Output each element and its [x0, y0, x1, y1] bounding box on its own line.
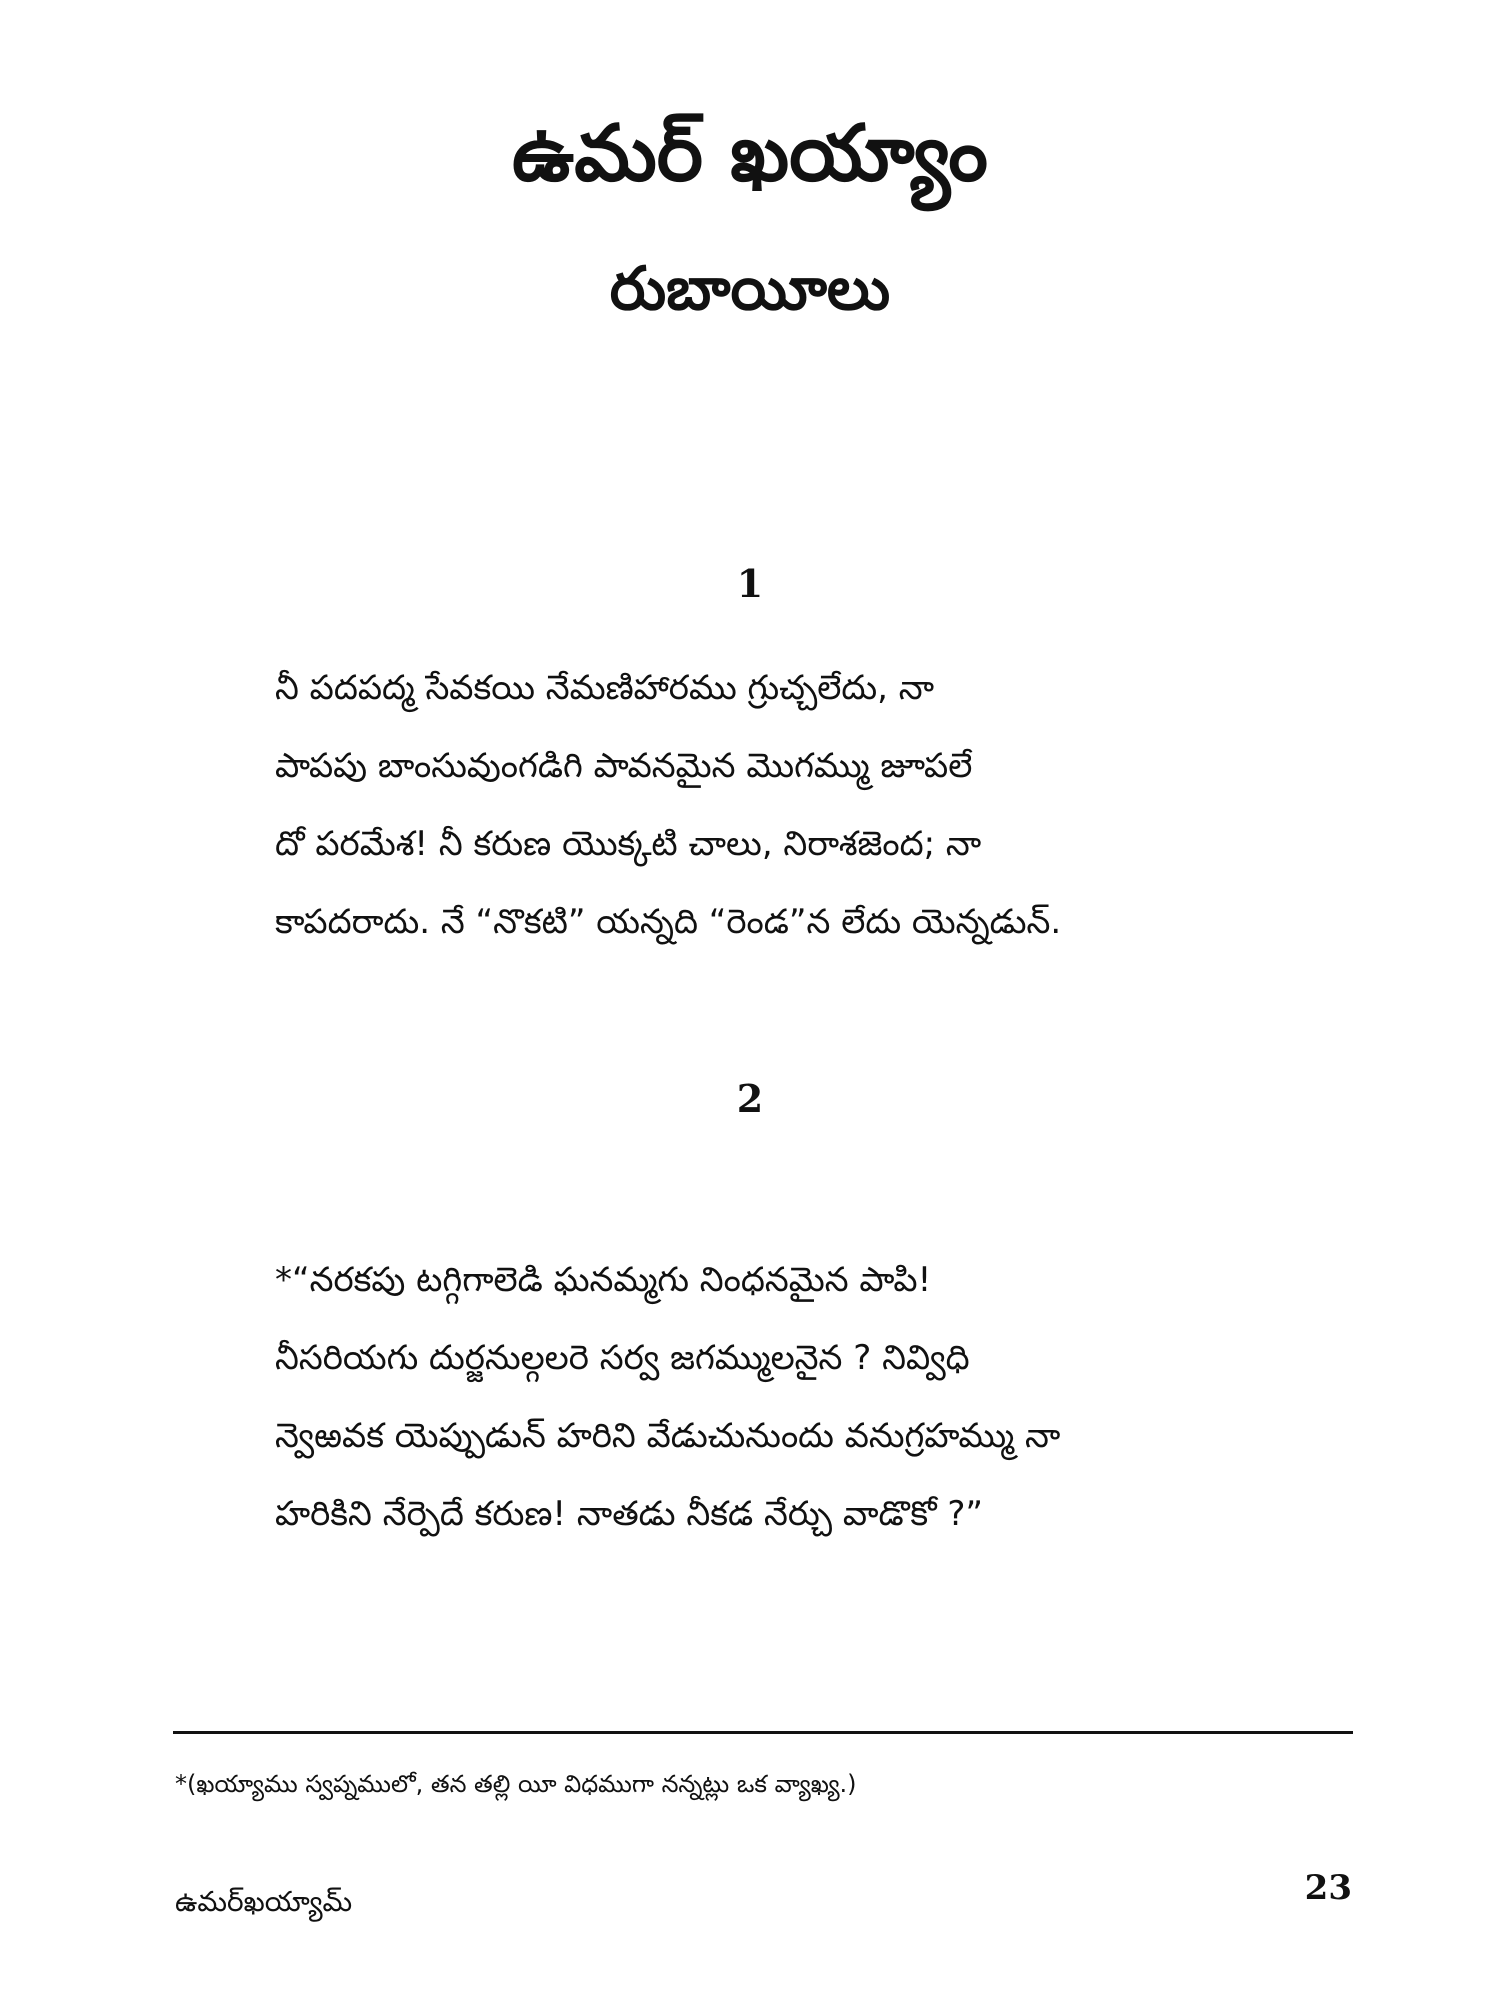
- page-number: 23: [1304, 1868, 1352, 1908]
- verse-line: నీసరియగు దుర్జనుల్గలరె సర్వ జగమ్ములనైన ? నివ్విధి: [275, 1338, 970, 1378]
- verse-line: నీ పదపద్మ సేవకయి నేమణిహారము గ్రుచ్చలేదు, నా: [275, 668, 935, 708]
- footnote-divider: [173, 1731, 1353, 1734]
- verse-1: [275, 658, 1275, 970]
- verse-line: హరికిని నేర్పెదే కరుణ! నాతడు నీకడ నేర్చు వాడొకో ?”: [275, 1494, 984, 1534]
- footnote: *(ఖయ్యాము స్వప్నములో, తన తల్లి యీ విధముగా నన్నట్లు ఒక వ్యాఖ్య.): [175, 1770, 857, 1798]
- running-footer-title: ఉమర్‌ఖయ్యామ్: [175, 1885, 353, 1918]
- page-subtitle: రుబాయీలు: [609, 254, 891, 324]
- verse-line: *“నరకపు టగ్గిగాలెడి ఘనమ్మగు నింధనమైన పాపి!: [275, 1260, 932, 1300]
- verse-number-1: 1: [736, 561, 764, 606]
- verse-line: దో పరమేశ! నీ కరుణ యొక్కటి చాలు, నిరాశజెంద; నా: [275, 824, 982, 864]
- verse-2: [275, 1250, 1275, 1562]
- verse-line: పాపపు బాంసువుంగడిగి పావనమైన మొగమ్ము జూపలే: [275, 746, 973, 786]
- verse-line: న్వెఱవక యెప్పుడున్ హరిని వేడుచునుందు వనుగ్రహమ్ము నా: [275, 1416, 1061, 1456]
- page-title: ఉమర్ ఖయ్యాం: [512, 109, 988, 199]
- verse-line: కాపదరాదు. నే “నొకటి” యన్నది “రెండ”న లేదు యెన్నడున్.: [275, 902, 1062, 942]
- verse-number-2: 2: [736, 1076, 764, 1121]
